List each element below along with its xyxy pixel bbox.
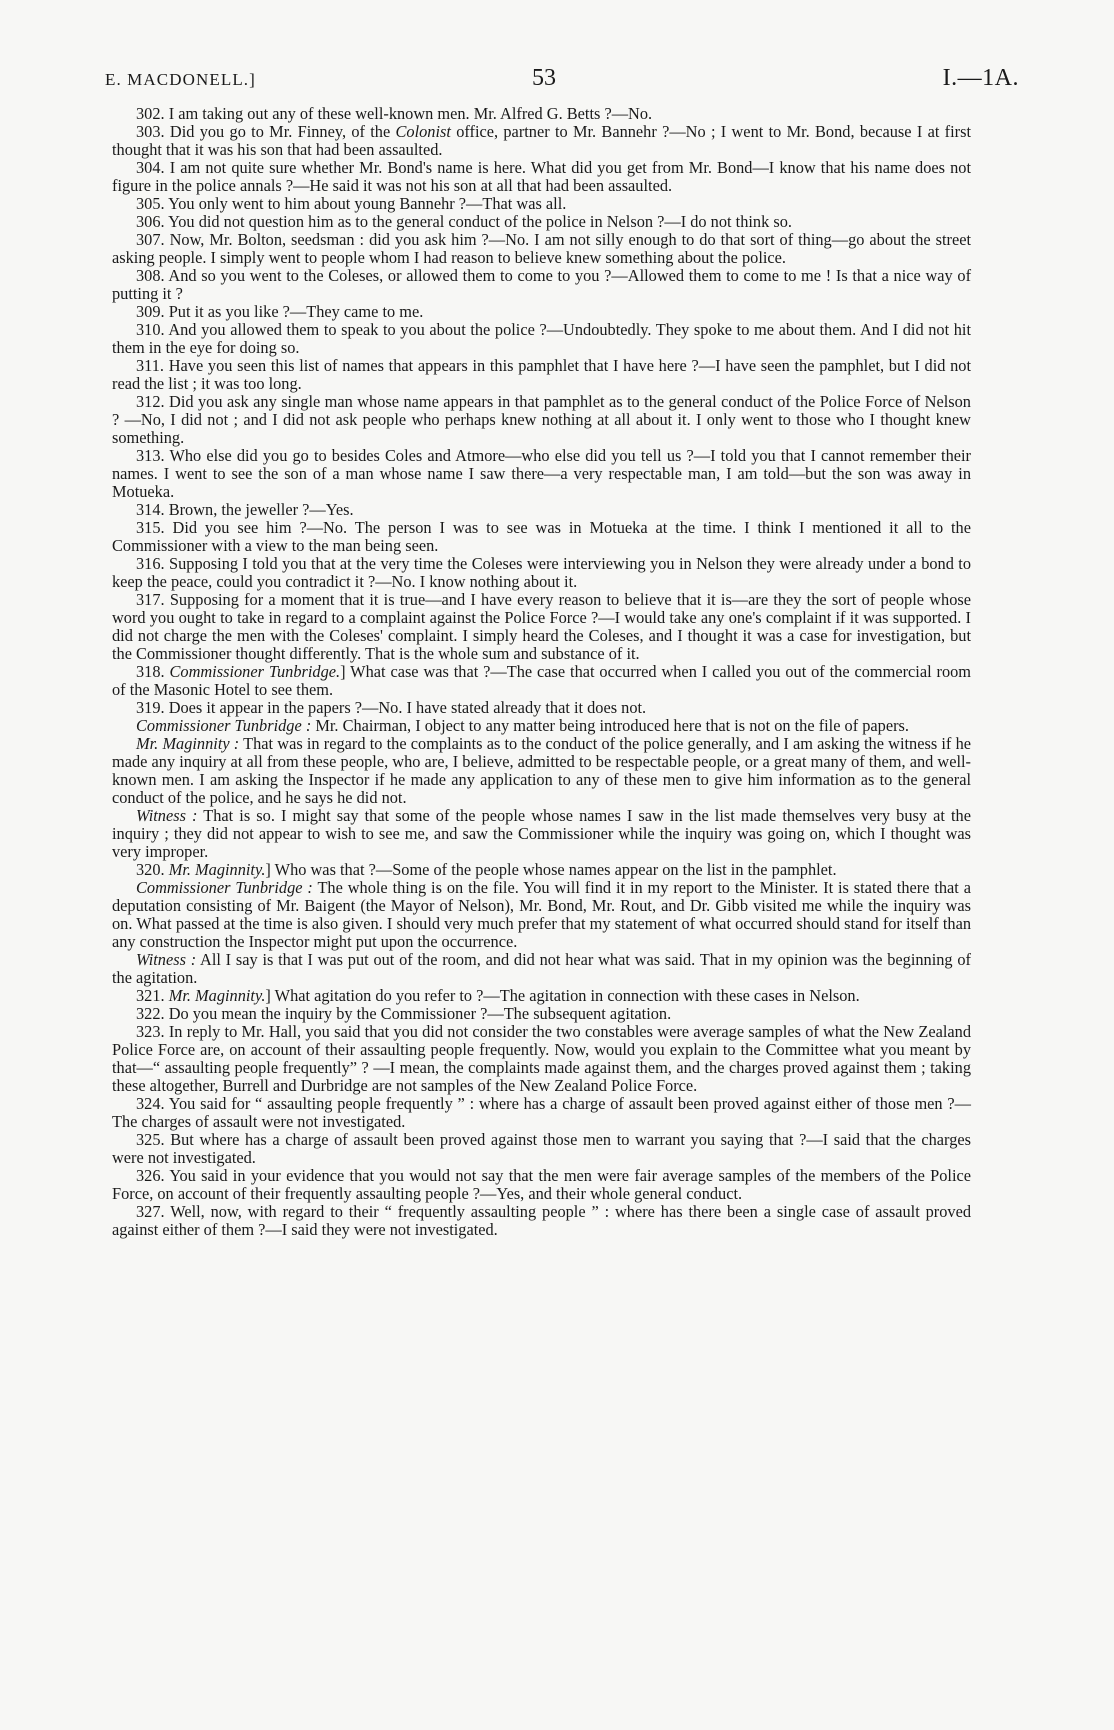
question-number: 312. [136,392,165,411]
speaker-bracket: ] [265,860,271,879]
paragraph-text-suffix: office, partner to Mr. Bannehr ?—No ; I went to Mr. Bond, because I at first thought that it was his son that had been assaulted. [112,122,971,159]
question-number: 306. [136,212,165,231]
paragraph-text: Do you mean the inquiry by the Commissioner ?—The subsequent agitation. [168,1004,672,1023]
question-number: 325. [136,1130,165,1149]
paragraph-313 [112,447,971,501]
paragraph-323 [112,1023,971,1095]
paragraph-324 [112,1095,971,1131]
speaker-label: Commissioner Tunbridge : [136,716,312,735]
document-reference: I.—1A. [942,65,1019,91]
statement-commissioner-tunbridge [112,717,971,735]
paragraph-310 [112,321,971,357]
paragraph-327 [112,1203,971,1239]
paragraph-text-prefix: Did you go to Mr. Finney, of the [169,122,396,141]
paragraph-text: But where has a charge of assault been proved against those men to warrant you saying that ?—I said that the charges were not investigated. [112,1130,971,1167]
paragraph-text: You did not question him as to the general conduct of the police in Nelson ?—I do not think so. [168,212,792,231]
question-number: 304. [136,158,165,177]
paragraph-308 [112,267,971,303]
question-number: 314. [136,500,165,519]
newspaper-title: Colonist [395,122,451,141]
statement-witness [112,807,971,861]
paragraph-319 [112,699,971,717]
paragraph-305 [112,195,971,213]
speaker-name: Mr. Maginnity. [168,986,266,1005]
paragraph-text: I am taking out any of these well-known men. Mr. Alfred G. Betts ?—No. [168,104,653,123]
statement-text: Mr. Chairman, I object to any matter being introduced here that is not on the file of papers. [311,716,910,735]
question-number: 309. [136,302,165,321]
statement-text: That is so. I might say that some of the people whose names I saw in the list made themselves very busy at the inquiry ; they did not appear to wish to see me, and saw the Commissioner while the inquiry was going on, which I thought was very improper. [112,806,971,861]
paragraph-text: What case was that ?—The case that occurred when I called you out of the commercial room of the Masonic Hotel to see them. [112,662,971,699]
speaker-bracket: ] [265,986,271,1005]
paragraph-316 [112,555,971,591]
statement-text: That was in regard to the complaints as to the conduct of the police generally, and I am asking the witness if he made any inquiry at all from these people, who are, I believe, admitted to be respectable people, or a great many of them, and well-known men. I am asking the Inspector if he made any application to any of these men to give him information as to the general conduct of the police, and he says he did not. [112,734,971,807]
paragraph-text: Have you seen this list of names that appears in this pamphlet that I have here ?—I have seen the pamphlet, but I did not read the list ; it was too long. [112,356,972,393]
paragraph-text: What agitation do you refer to ?—The agitation in connection with these cases in Nelson. [270,986,860,1005]
speaker-label: Witness : [136,950,197,969]
paragraph-318 [112,663,971,699]
paragraph-text: Does it appear in the papers ?—No. I have stated already that it does not. [168,698,647,717]
speaker-label: Commissioner Tunbridge : [136,878,313,897]
page-number: 53 [532,65,556,91]
paragraph-text: You said in your evidence that you would not say that the men were fair average samples of the members of the Police Force, on account of their frequently assaulting people ?—Yes, and their whole general conduct. [112,1166,971,1203]
paragraph-321 [112,987,971,1005]
paragraph-312 [112,393,971,447]
speaker-name: Commissioner Tunbridge. [169,662,341,681]
speaker-label: Witness : [136,806,198,825]
speaker-bracket: ] [340,662,346,681]
question-number: 313. [136,446,165,465]
paragraph-text: Now, Mr. Bolton, seedsman : did you ask him ?—No. I am not silly enough to do that sort of thing—go about the street asking people. I simply went to people whom I had reason to believe knew something about the police. [112,230,971,267]
paragraph-304 [112,159,971,195]
evidence-text [112,105,971,1239]
paragraph-320 [112,861,971,879]
paragraph-307 [112,231,971,267]
paragraph-text: You said for “ assaulting people frequently ” : where has a charge of assault been proved against either of those men ?—The charges of assault were not investigated. [112,1094,971,1131]
statement-text: All I say is that I was put out of the room, and did not hear what was said. That in my opinion was the beginning of the agitation. [112,950,971,987]
question-number: 302. [136,104,165,123]
paragraph-text: I am not quite sure whether Mr. Bond's name is here. What did you get from Mr. Bond—I know that his name does not figure in the police annals ?—He said it was not his son at all that had been assaulted. [112,158,971,195]
paragraph-text: And you allowed them to speak to you about the police ?—Undoubtedly. They spoke to me about them. And I did not hit them in the eye for doing so. [112,320,971,357]
paragraph-text: Supposing for a moment that it is true—and I have every reason to believe that it is—are they the sort of people whose word you ought to take in regard to a complaint against the Police Force ?—I would take any one's complaint if it was supported. I did not charge the men with the Coleses' complaint. I simply heard the Coleses, and I thought it was a case for investigation, but the Commissioner thought differently. That is the whole sum and substance of it. [112,590,971,663]
paragraph-315 [112,519,971,555]
paragraph-306 [112,213,971,231]
question-number: 322. [136,1004,165,1023]
paragraph-text: You only went to him about young Bannehr ?—That was all. [168,194,567,213]
speaker-name: Mr. Maginnity. [168,860,266,879]
paragraph-text: Supposing I told you that at the very time the Coleses were interviewing you in Nelson they were already under a bond to keep the peace, could you contradict it ?—No. I know nothing about it. [112,554,972,591]
paragraph-309 [112,303,971,321]
paragraph-text: Well, now, with regard to their “ frequently assaulting people ” : where has there been a single case of assault proved against either of them ?—I said they were not investigated. [112,1202,971,1239]
question-number: 323. [136,1022,165,1041]
question-number: 311. [136,356,164,375]
question-number: 319. [136,698,165,717]
paragraph-text: Who else did you go to besides Coles and Atmore—who else did you tell us ?—I told you that I cannot remember their names. I went to see the son of a man whose name I saw there—a very respectable man, I am told—but the son was away in Motueka. [112,446,971,501]
page-header [105,65,1019,91]
paragraph-326 [112,1167,971,1203]
paragraph-325 [112,1131,971,1167]
question-number: 320. [136,860,165,879]
question-number: 310. [136,320,165,339]
speaker-label: Mr. Maginnity : [136,734,240,753]
question-number: 308. [136,266,165,285]
paragraph-text: Who was that ?—Some of the people whose names appear on the list in the pamphlet. [270,860,837,879]
header-left: E. MACDONELL.] [105,70,256,89]
paragraph-303 [112,123,971,159]
question-number: 318. [136,662,165,681]
question-number: 324. [136,1094,165,1113]
statement-commissioner-tunbridge [112,879,971,951]
statement-mr-maginnity [112,735,971,807]
question-number: 303. [136,122,165,141]
paragraph-text: Put it as you like ?—They came to me. [168,302,424,321]
paragraph-311 [112,357,971,393]
paragraph-314 [112,501,971,519]
paragraph-text: Did you see him ?—No. The person I was to see was in Motueka at the time. I think I mentioned it all to the Commissioner with a view to the man being seen. [112,518,971,555]
question-number: 321. [136,986,165,1005]
question-number: 307. [136,230,165,249]
question-number: 305. [136,194,165,213]
paragraph-text: In reply to Mr. Hall, you said that you did not consider the two constables were average samples of what the New Zealand Police Force are, on account of their assaulting people frequently. Now, would you explain to the Committee what you meant by that—“ assaulting people frequently” ? —I mean, the complaints made against them, and the charges proved against them ; taking these altogether, Burrell and Durbridge are not samples of the New Zealand Police Force. [112,1022,971,1095]
paragraph-text: And so you went to the Coleses, or allowed them to come to you ?—Allowed them to come to me ! Is that a nice way of putting it ? [112,266,972,303]
paragraph-302 [112,105,971,123]
paragraph-317 [112,591,971,663]
statement-text: The whole thing is on the file. You will find it in my report to the Minister. It is stated there that a deputation consisting of Mr. Baigent (the Mayor of Nelson), Mr. Bond, Mr. Rout, and Dr. Gibb visited me while the inquiry was on. What passed at the time is also given. I should very much prefer that my statement of what occurred should stand for itself than any construction the Inspector might put upon the occurrence. [112,878,971,951]
question-number: 315. [136,518,165,537]
question-number: 326. [136,1166,165,1185]
paragraph-322 [112,1005,971,1023]
paragraph-text: Brown, the jeweller ?—Yes. [168,500,354,519]
statement-witness [112,951,971,987]
question-number: 317. [136,590,165,609]
question-number: 327. [136,1202,165,1221]
paragraph-text: Did you ask any single man whose name appears in that pamphlet as to the general conduct of the Police Force of Nelson ? —No, I did not ; and I did not ask people who perhaps knew nothing at all about it. I only went to those who I thought knew something. [112,392,971,447]
question-number: 316. [136,554,165,573]
